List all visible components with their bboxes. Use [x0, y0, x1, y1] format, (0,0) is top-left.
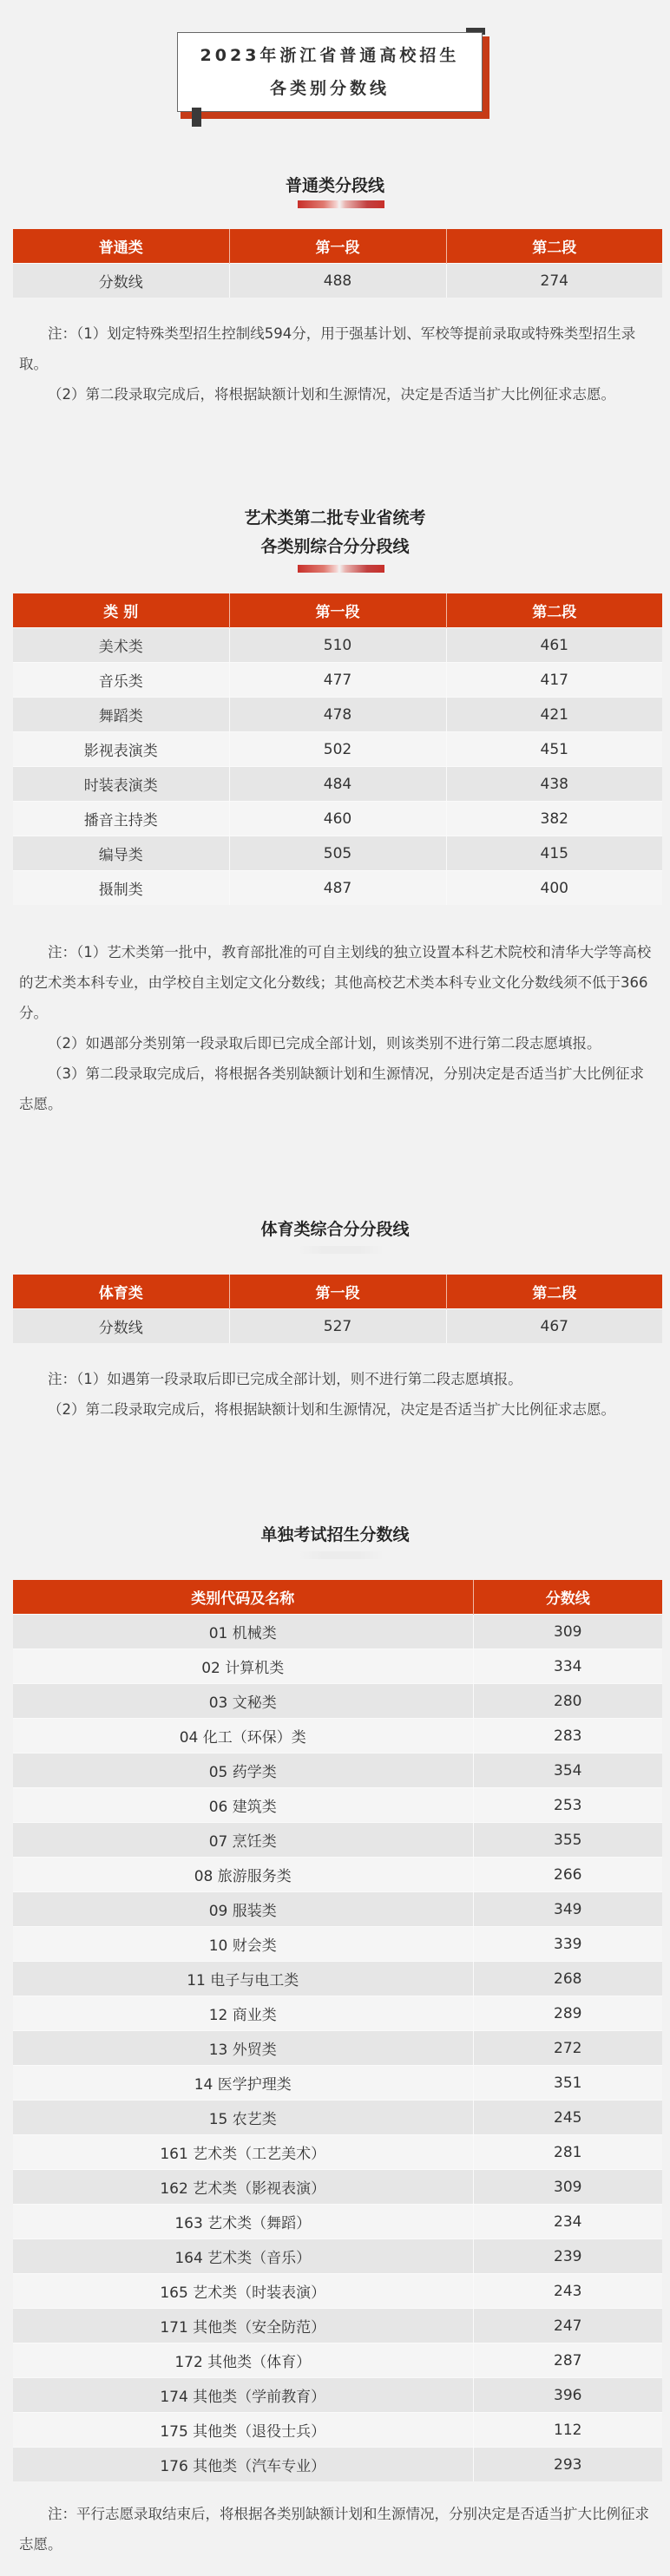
category-cell: 10 财会类 [13, 1927, 473, 1962]
table-row [13, 1823, 662, 1858]
section-heading-art-line-1: 艺术类第二批专业省统考 [244, 508, 426, 528]
score-cell: 253 [473, 1788, 662, 1823]
category-cell: 04 化工（环保）类 [13, 1719, 473, 1753]
category-cell: 06 建筑类 [13, 1788, 473, 1823]
column-header: 第二段 [446, 229, 662, 264]
category-cell: 09 服装类 [13, 1892, 473, 1927]
score-cell: 245 [473, 2101, 662, 2135]
category-cell: 176 其他类（汽车专业） [13, 2448, 473, 2482]
table-row [13, 2274, 662, 2309]
table-row [13, 767, 662, 802]
score-cell: 339 [473, 1927, 662, 1962]
category-cell: 07 烹饪类 [13, 1823, 473, 1858]
note-paragraph: 注：平行志愿录取结束后，将根据各类别缺额计划和生源情况，分别决定是否适当扩大比例征求志愿。 [19, 2506, 649, 2553]
score-cell: 272 [473, 2031, 662, 2066]
single-exam-score-table [13, 1580, 662, 2481]
ribbon-decoration [298, 565, 384, 573]
score-cell: 239 [473, 2239, 662, 2274]
table-header-row [13, 1275, 662, 1309]
score-cell: 112 [473, 2413, 662, 2448]
general-score-table [13, 229, 662, 298]
score-cell: 274 [446, 264, 662, 298]
table-row [13, 1996, 662, 2031]
general-notes [19, 318, 657, 410]
row-label: 舞蹈类 [13, 698, 229, 732]
table-row [13, 2343, 662, 2378]
row-label: 时装表演类 [13, 767, 229, 802]
category-cell: 13 外贸类 [13, 2031, 473, 2066]
category-cell: 174 其他类（学前教育） [13, 2378, 473, 2413]
column-header: 第二段 [446, 1275, 662, 1309]
score-cell: 309 [473, 1615, 662, 1649]
page-title-line-1: 2023年浙江省普通高校招生 [200, 46, 460, 65]
table-row [13, 2031, 662, 2066]
score-cell: 417 [446, 663, 662, 698]
score-cell: 438 [446, 767, 662, 802]
table-row [13, 1788, 662, 1823]
score-cell: 334 [473, 1649, 662, 1684]
score-cell: 355 [473, 1823, 662, 1858]
table-row [13, 1962, 662, 1996]
table-row [13, 663, 662, 698]
score-cell: 354 [473, 1753, 662, 1788]
column-header: 第一段 [229, 1275, 446, 1309]
score-cell: 460 [229, 802, 446, 836]
table-row [13, 2448, 662, 2482]
category-cell: 163 艺术类（舞蹈） [13, 2205, 473, 2239]
table-row [13, 871, 662, 906]
table-row [13, 2066, 662, 2101]
column-header: 第一段 [229, 229, 446, 264]
single-exam-notes [19, 2499, 657, 2560]
table-row [13, 628, 662, 663]
note-paragraph: 注：（1）划定特殊类型招生控制线594分，用于强基计划、军校等提前录取或特殊类型招生录取。 [19, 325, 636, 372]
score-cell: 283 [473, 1719, 662, 1753]
category-cell: 165 艺术类（时装表演） [13, 2274, 473, 2309]
table-row [13, 2378, 662, 2413]
title-corner-tab-bottom [192, 108, 201, 127]
table-row [13, 1615, 662, 1649]
row-label: 分数线 [13, 264, 229, 298]
score-cell: 510 [229, 628, 446, 663]
note-paragraph: （2）如遇部分类别第一段录取后即已完成全部计划，则该类别不进行第二段志愿填报。 [48, 1035, 601, 1052]
score-cell: 287 [473, 2343, 662, 2378]
table-row [13, 2101, 662, 2135]
row-label: 编导类 [13, 836, 229, 871]
table-row [13, 802, 662, 836]
section-heading-art-line-2: 各类别综合分分段线 [260, 537, 410, 556]
score-cell: 488 [229, 264, 446, 298]
score-cell: 382 [446, 802, 662, 836]
score-cell: 266 [473, 1858, 662, 1892]
category-cell: 161 艺术类（工艺美术） [13, 2135, 473, 2170]
table-row [13, 1684, 662, 1719]
ribbon-placeholder [298, 1551, 384, 1559]
table-row [13, 836, 662, 871]
table-row [13, 2170, 662, 2205]
category-cell: 171 其他类（安全防范） [13, 2309, 473, 2343]
section-heading-single-exam: 单独考试招生分数线 [260, 1525, 410, 1544]
score-cell: 234 [473, 2205, 662, 2239]
table-row [13, 264, 662, 298]
table-row [13, 732, 662, 767]
score-cell: 293 [473, 2448, 662, 2482]
category-cell: 12 商业类 [13, 1996, 473, 2031]
category-cell: 14 医学护理类 [13, 2066, 473, 2101]
note-paragraph: （2）第二段录取完成后，将根据缺额计划和生源情况，决定是否适当扩大比例征求志愿。 [48, 1401, 615, 1418]
category-cell: 162 艺术类（影视表演） [13, 2170, 473, 2205]
score-cell: 349 [473, 1892, 662, 1927]
table-header-row [13, 1580, 662, 1615]
table-header-row [13, 593, 662, 628]
table-row [13, 1719, 662, 1753]
score-cell: 477 [229, 663, 446, 698]
ribbon-placeholder [298, 1246, 384, 1254]
score-cell: 451 [446, 732, 662, 767]
category-cell: 02 计算机类 [13, 1649, 473, 1684]
row-label: 美术类 [13, 628, 229, 663]
table-row [13, 2239, 662, 2274]
row-label: 音乐类 [13, 663, 229, 698]
row-label: 摄制类 [13, 871, 229, 906]
score-cell: 527 [229, 1309, 446, 1344]
note-paragraph: （2）第二段录取完成后，将根据缺额计划和生源情况，决定是否适当扩大比例征求志愿。 [48, 386, 615, 403]
score-cell: 247 [473, 2309, 662, 2343]
section-heading-general: 普通类分段线 [285, 176, 384, 195]
table-row [13, 1927, 662, 1962]
score-cell: 502 [229, 732, 446, 767]
row-label: 影视表演类 [13, 732, 229, 767]
column-header: 类别代码及名称 [13, 1580, 473, 1615]
score-cell: 280 [473, 1684, 662, 1719]
art-notes [19, 937, 657, 1119]
category-cell: 164 艺术类（音乐） [13, 2239, 473, 2274]
score-cell: 309 [473, 2170, 662, 2205]
art-score-table [13, 593, 662, 905]
table-row [13, 2135, 662, 2170]
table-row [13, 2309, 662, 2343]
score-cell: 478 [229, 698, 446, 732]
table-row [13, 2413, 662, 2448]
table-row [13, 1858, 662, 1892]
score-cell: 484 [229, 767, 446, 802]
note-paragraph: 注：（1）艺术类第一批中，教育部批准的可自主划线的独立设置本科艺术院校和清华大学等高校的艺术类本科专业，由学校自主划定文化分数线；其他高校艺术类本科专业文化分数线须不低于366 分。 [19, 944, 652, 1021]
column-header: 第一段 [229, 593, 446, 628]
score-cell: 400 [446, 871, 662, 906]
table-row [13, 1309, 662, 1344]
column-header: 分数线 [473, 1580, 662, 1615]
score-cell: 281 [473, 2135, 662, 2170]
sports-score-table [13, 1275, 662, 1343]
category-cell: 172 其他类（体育） [13, 2343, 473, 2378]
note-paragraph: 注：（1）如遇第一段录取后即已完成全部计划，则不进行第二段志愿填报。 [48, 1371, 522, 1387]
section-heading-sports: 体育类综合分分段线 [260, 1220, 410, 1239]
category-cell: 11 电子与电工类 [13, 1962, 473, 1996]
category-cell: 15 农艺类 [13, 2101, 473, 2135]
column-header: 体育类 [13, 1275, 229, 1309]
column-header: 普通类 [13, 229, 229, 264]
ribbon-decoration [298, 200, 384, 208]
table-row [13, 2205, 662, 2239]
column-header: 第二段 [446, 593, 662, 628]
category-cell: 08 旅游服务类 [13, 1858, 473, 1892]
score-cell: 396 [473, 2378, 662, 2413]
score-cell: 289 [473, 1996, 662, 2031]
row-label: 分数线 [13, 1309, 229, 1344]
score-cell: 351 [473, 2066, 662, 2101]
table-row [13, 698, 662, 732]
score-cell: 487 [229, 871, 446, 906]
category-cell: 175 其他类（退役士兵） [13, 2413, 473, 2448]
sports-notes [19, 1364, 657, 1425]
category-cell: 03 文秘类 [13, 1684, 473, 1719]
table-row [13, 1649, 662, 1684]
table-header-row [13, 229, 662, 264]
score-cell: 243 [473, 2274, 662, 2309]
score-cell: 415 [446, 836, 662, 871]
category-cell: 01 机械类 [13, 1615, 473, 1649]
page-title-line-2: 各类别分数线 [269, 79, 390, 98]
column-header: 类 别 [13, 593, 229, 628]
table-row [13, 1892, 662, 1927]
note-paragraph: （3）第二段录取完成后，将根据各类别缺额计划和生源情况，分别决定是否适当扩大比例征求志愿。 [19, 1065, 644, 1112]
row-label: 播音主持类 [13, 802, 229, 836]
score-cell: 421 [446, 698, 662, 732]
score-cell: 467 [446, 1309, 662, 1344]
score-cell: 461 [446, 628, 662, 663]
page-title-box [177, 32, 483, 112]
table-row [13, 1753, 662, 1788]
score-cell: 268 [473, 1962, 662, 1996]
category-cell: 05 药学类 [13, 1753, 473, 1788]
score-cell: 505 [229, 836, 446, 871]
